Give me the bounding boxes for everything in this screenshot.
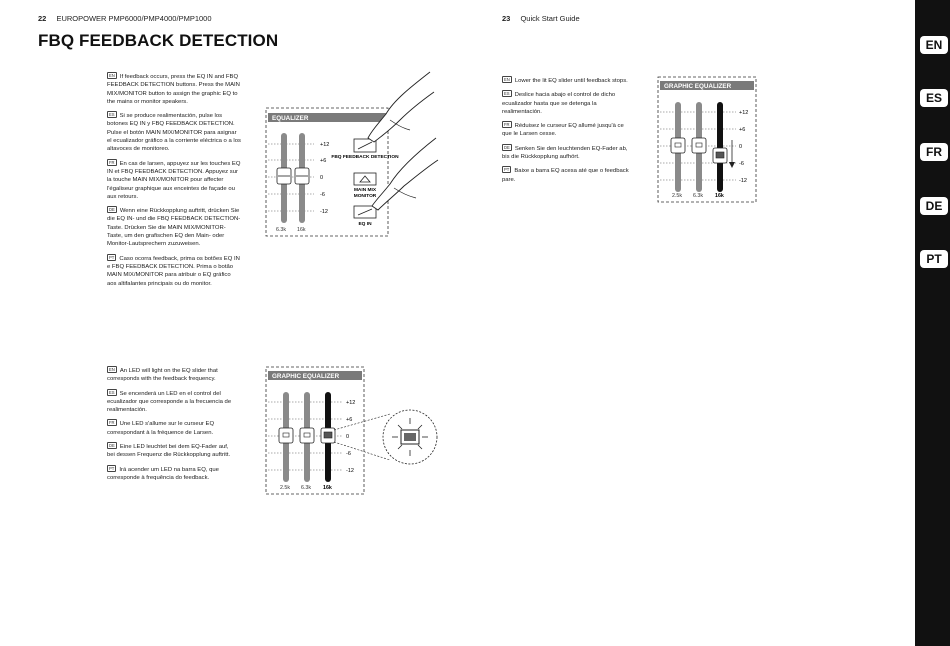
- scale-label: -12: [320, 209, 328, 215]
- panel-label: GRAPHIC EQUALIZER: [272, 373, 340, 380]
- step1-paragraph-fr: FR En cas de larsen, appuyez sur les touches EQ IN et FBQ FEEDBACK DETECTION. Appuyez sur la touche MAIN MIX/MONITOR pour affecter l'égaliseur graphique aux enceintes de façade ou aux retours.: [107, 159, 241, 200]
- step3-paragraph-de: DE Senken Sie den leuchtenden EQ-Fader ab, bis die Rückkopplung aufhört.: [502, 144, 628, 161]
- main-mix-button[interactable]: [354, 173, 376, 185]
- lang-tag: DE: [109, 207, 115, 213]
- figure-graphic-eq-led: [262, 364, 444, 498]
- scale-label: +6: [739, 127, 746, 133]
- hand-icon: [368, 72, 434, 142]
- hand-icon: [372, 138, 438, 210]
- lang-tab-es[interactable]: ES: [920, 89, 948, 107]
- eq-slider-track-active: [717, 102, 723, 192]
- lang-tag: FR: [109, 159, 115, 165]
- lang-tag: DE: [109, 443, 115, 449]
- right-header-title: Quick Start Guide: [520, 14, 580, 23]
- panel-label: GRAPHIC EQUALIZER: [664, 83, 732, 90]
- lang-tag: PT: [109, 465, 115, 471]
- scale-label: +6: [320, 158, 327, 164]
- right-page-number: 23: [502, 14, 511, 23]
- lang-tag: FR: [504, 122, 510, 128]
- monitor-label: MONITOR: [353, 194, 377, 199]
- lang-tag: EN: [109, 73, 115, 78]
- left-page-header: [38, 14, 212, 23]
- step1-paragraph-en: EN If feedback occurs, press the EQ IN and FBQ FEEDBACK DETECTION buttons. Press the MAIN MIX/MONITOR button to assign the graphic EQ to the mains or monitor speakers.: [107, 73, 240, 105]
- lang-tag: PT: [109, 254, 115, 260]
- lang-tab-de[interactable]: DE: [920, 197, 948, 215]
- led-indicator: [324, 432, 332, 438]
- lang-tag: ES: [504, 91, 510, 97]
- lang-tag: ES: [109, 112, 115, 118]
- figure-eq-buttons: [262, 68, 440, 240]
- scale-label: 0: [739, 144, 743, 150]
- scale-label: 0: [320, 175, 324, 181]
- lang-tag: EN: [504, 77, 510, 82]
- scale-label: -6: [346, 451, 351, 457]
- lang-tag: ES: [109, 389, 115, 395]
- right-page-header: [502, 14, 580, 23]
- freq-label: 2.5k: [280, 485, 291, 491]
- freq-label: 16k: [323, 485, 332, 491]
- left-page-number: 22: [38, 14, 47, 23]
- freq-label: 6.3k: [301, 485, 312, 491]
- step2-paragraph-fr: FR Une LED s'allume sur le curseur EQ correspondant à la fréquence de Larsen.: [107, 420, 215, 436]
- step2-paragraph-de: DE Eine LED leuchtet bei dem EQ-Fader auf, bei dessen Frequenz die Rückkopplung auftritt.: [107, 443, 231, 459]
- led-indicator: [716, 152, 724, 158]
- lang-tab-en[interactable]: EN: [920, 36, 948, 54]
- scale-label: +12: [320, 142, 330, 148]
- lang-tag: FR: [109, 420, 115, 426]
- step1-paragraph-es: ES Si se produce realimentación, pulse los botones EQ IN y FBQ FEEDBACK DETECTION. Pulse el botón MAIN MIX/MONITOR para asignar el ecualizador gráfico a la corriente eléctrica o a los altavoces de monitoreo.: [107, 112, 241, 153]
- scale-label: +12: [739, 110, 749, 116]
- main-mix-label: MAIN MIX: [353, 188, 377, 193]
- freq-label: 16k: [715, 193, 724, 199]
- step3-paragraph-fr: FR Réduisez le curseur EQ allumé jusqu'à ce que le Larsen cesse.: [502, 122, 624, 138]
- step2-paragraph-pt: PT Irá acender um LED na barra EQ, que corresponde à frequência do feedback.: [107, 465, 219, 481]
- freq-label: 6.3k: [276, 227, 287, 233]
- scale-label: +6: [346, 417, 353, 423]
- step3-paragraph-en: EN Lower the lit EQ slider until feedback stops.: [504, 77, 628, 84]
- lang-tab-pt[interactable]: PT: [920, 250, 948, 268]
- scale-label: -6: [739, 161, 744, 167]
- lang-tag: EN: [109, 367, 115, 372]
- eq-in-label: EQ IN: [358, 222, 372, 227]
- step1-paragraph-pt: PT Caso ocorra feedback, prima os botões EQ IN e FBQ FEEDBACK DETECTION. Prima o botão MAIN MIX/MONITOR para atribuir o EQ gráfico aos altifalantes principais ou do monitor.: [107, 254, 240, 287]
- freq-label: 16k: [297, 227, 306, 233]
- led-zoom-lit: [404, 433, 416, 441]
- left-header-title: EUROPOWER PMP6000/PMP4000/PMP1000: [56, 14, 212, 23]
- step1-text-block: [107, 72, 241, 293]
- lang-tab-fr[interactable]: FR: [920, 143, 948, 161]
- lang-tag: PT: [504, 167, 510, 173]
- scale-label: -12: [739, 178, 747, 184]
- fbq-button-label: FBQ FEEDBACK DETECTION: [331, 155, 399, 160]
- scale-label: -12: [346, 468, 354, 474]
- scale-label: -6: [320, 192, 325, 198]
- step3-text-block: [502, 76, 634, 189]
- step2-paragraph-es: ES Se encenderá un LED en el control del ecualizador que corresponde a la frecuencia de realimentación.: [107, 389, 232, 414]
- step2-text-block: [107, 366, 232, 487]
- step2-paragraph-en: EN An LED will light on the EQ slider that corresponds with the feedback frequency.: [107, 367, 218, 383]
- scale-label: 0: [346, 434, 350, 440]
- panel-label: EQUALIZER: [272, 115, 309, 122]
- page-title: FBQ FEEDBACK DETECTION: [38, 31, 279, 50]
- step3-paragraph-es: ES Deslice hacia abajo el control de dicho ecualizador hasta que se detenga la realimentación.: [502, 91, 616, 115]
- lang-tag: DE: [504, 144, 510, 150]
- freq-label: 6.3k: [693, 193, 704, 199]
- step1-paragraph-de: DE Wenn eine Rückkopplung auftritt, drücken Sie die EQ IN- und die FBQ FEEDBACK DETECTION-Taste. Drücken Sie die MAIN MIX/MONITOR-Taste, um den grafischen EQ den Main- oder Monitor-Lautsprechern zuzuweisen.: [107, 207, 241, 248]
- freq-label: 2.5k: [672, 193, 683, 199]
- figure-graphic-eq-lowered: [656, 74, 760, 206]
- step3-paragraph-pt: PT Baixe a barra EQ acesa até que o feedback pare.: [502, 167, 629, 183]
- scale-label: +12: [346, 400, 356, 406]
